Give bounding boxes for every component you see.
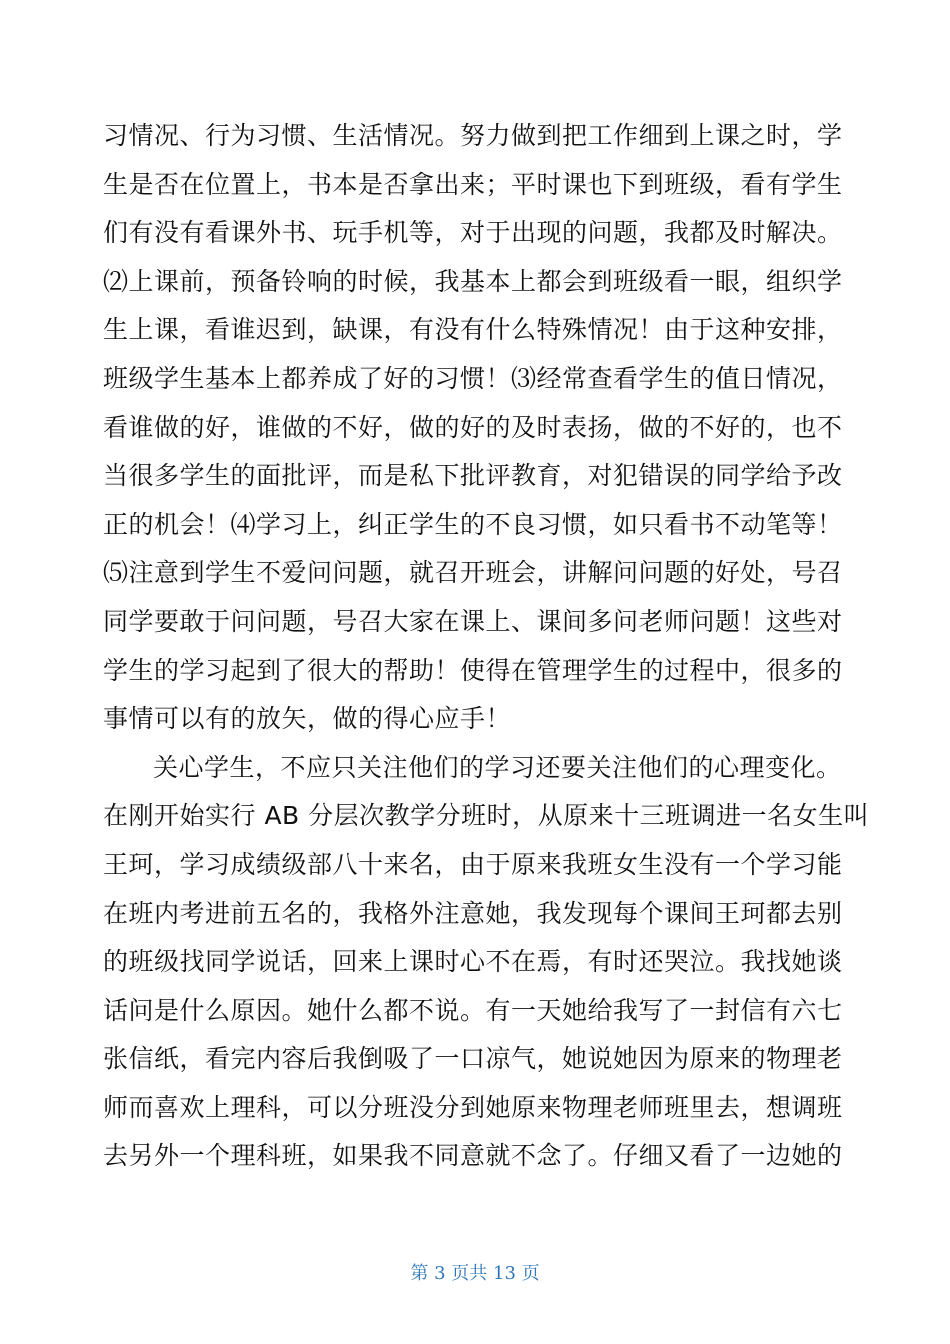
page-number: 第 3 页共 13 页 xyxy=(410,1263,540,1284)
text-line: 张信纸，看完内容后我倒吸了一口凉气，她说她因为原来的物理老 xyxy=(103,1044,843,1074)
body-text xyxy=(103,112,870,1181)
text-line: 事情可以有的放矢，做的得心应手！ xyxy=(103,704,512,734)
text-line: 看谁做的好，谁做的不好，做的好的及时表扬，做的不好的，也不 xyxy=(103,412,843,442)
text-line: 们有没有看课外书、玩手机等，对于出现的问题，我都及时解决。 xyxy=(103,218,843,248)
text-line: 在班内考进前五名的，我格外注意她，我发现每个课间王珂都去别 xyxy=(103,898,843,928)
text-line: 同学要敢于问问题，号召大家在课上、课间多问老师问题！这些对 xyxy=(103,606,843,636)
page-number-footer xyxy=(0,1262,950,1286)
text-line: 师而喜欢上理科，可以分班没分到她原来物理老师班里去，想调班 xyxy=(103,1092,843,1122)
text-line: 生上课，看谁迟到，缺课，有没有什么特殊情况！由于这种安排， xyxy=(103,315,843,345)
text-line: 习情况、行为习惯、生活情况。努力做到把工作细到上课之时，学 xyxy=(103,121,843,150)
paragraph-start-line: 关心学生，不应只关注他们的学习还要关注他们的心理变化。 xyxy=(153,752,842,782)
text-line: 当很多学生的面批评，而是私下批评教育，对犯错误的同学给予改 xyxy=(103,461,843,491)
text-line: 学生的学习起到了很大的帮助！使得在管理学生的过程中，很多的 xyxy=(103,655,843,685)
text-line: 正的机会！⑷学习上，纠正学生的不良习惯，如只看书不动笔等！ xyxy=(103,509,843,539)
text-line: 在刚开始实行 AB 分层次教学分班时，从原来十三班调进一名女生叫 xyxy=(103,801,870,831)
text-line: 去另外一个理科班，如果我不同意就不念了。仔细又看了一边她的 xyxy=(103,1141,843,1171)
text-line: ⑸注意到学生不爱问问题，就召开班会，讲解问问题的好处，号召 xyxy=(103,558,843,588)
text-line: 的班级找同学说话，回来上课时心不在焉，有时还哭泣。我找她谈 xyxy=(103,947,843,977)
text-line: 话问是什么原因。她什么都不说。有一天她给我写了一封信有六七 xyxy=(103,995,843,1025)
text-line: 班级学生基本上都养成了好的习惯！⑶经常查看学生的值日情况， xyxy=(103,363,843,393)
text-line: ⑵上课前，预备铃响的时候，我基本上都会到班级看一眼，组织学 xyxy=(103,266,843,296)
text-line: 王珂，学习成绩级部八十来名，由于原来我班女生没有一个学习能 xyxy=(103,849,843,879)
text-line: 生是否在位置上，书本是否拿出来；平时课也下到班级，看有学生 xyxy=(103,169,843,199)
